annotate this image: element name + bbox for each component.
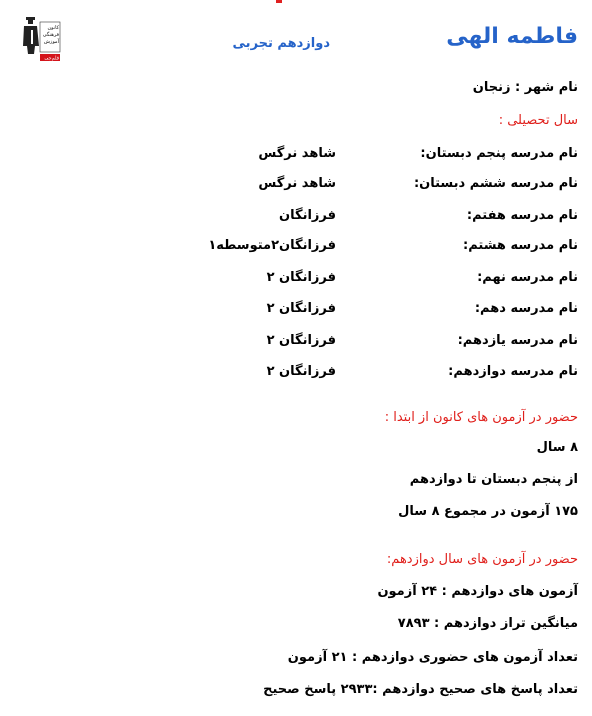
school-value-10: فرزانگان ۲ xyxy=(266,301,336,316)
school-years-heading: سال تحصیلی : xyxy=(498,113,578,128)
grade-label: دوازدهم تجربی xyxy=(232,36,330,51)
school-label-5: نام مدرسه پنجم دبستان: xyxy=(420,146,578,161)
svg-text:کانون: کانون xyxy=(47,25,59,31)
twelfth-in-person-count: تعداد آزمون های حضوری دوازدهم : ۲۱ آزمون xyxy=(287,650,578,665)
school-value-11: فرزانگان ۲ xyxy=(266,333,336,348)
school-label-12: نام مدرسه دوازدهم: xyxy=(448,364,578,379)
school-value-8: فرزانگان۲متوسطه۱ xyxy=(208,238,336,253)
twelfth-average-score: میانگین تراز دوازدهم : ۷۸۹۳ xyxy=(397,616,578,631)
school-value-9: فرزانگان ۲ xyxy=(266,270,336,285)
school-label-9: نام مدرسه نهم: xyxy=(477,270,578,285)
attendance-total: ۱۷۵ آزمون در مجموع ۸ سال xyxy=(398,504,578,519)
twelfth-heading: حضور در آزمون های سال دوازدهم: xyxy=(386,552,578,567)
school-value-6: شاهد نرگس xyxy=(258,176,336,191)
school-label-11: نام مدرسه یازدهم: xyxy=(457,333,578,348)
svg-text:قلم‌چی: قلم‌چی xyxy=(44,55,59,62)
school-label-10: نام مدرسه دهم: xyxy=(474,301,578,316)
school-value-7: فرزانگان xyxy=(279,208,336,223)
school-label-8: نام مدرسه هشتم: xyxy=(463,238,578,253)
top-red-mark xyxy=(276,0,282,3)
svg-text:آموزش: آموزش xyxy=(43,39,59,45)
kanoon-logo-icon xyxy=(22,16,62,62)
svg-text:فرهنگی: فرهنگی xyxy=(42,32,59,38)
school-value-12: فرزانگان ۲ xyxy=(266,364,336,379)
school-label-6: نام مدرسه ششم دبستان: xyxy=(413,176,578,191)
school-label-7: نام مدرسه هفتم: xyxy=(466,208,578,223)
city-line: نام شهر : زنجان xyxy=(472,80,578,95)
school-value-5: شاهد نرگس xyxy=(258,146,336,161)
attendance-years: ۸ سال xyxy=(536,440,578,455)
twelfth-correct-answers: تعداد پاسخ های صحیح دوازدهم :۲۹۳۳ پاسخ صحیح xyxy=(263,682,578,697)
student-name: فاطمه الهی xyxy=(446,24,578,49)
attendance-range: از پنجم دبستان تا دوازدهم xyxy=(409,472,578,487)
attendance-heading: حضور در آزمون های کانون از ابتدا : xyxy=(384,410,578,425)
twelfth-exam-count: آزمون های دوازدهم : ۲۴ آزمون xyxy=(377,584,578,599)
